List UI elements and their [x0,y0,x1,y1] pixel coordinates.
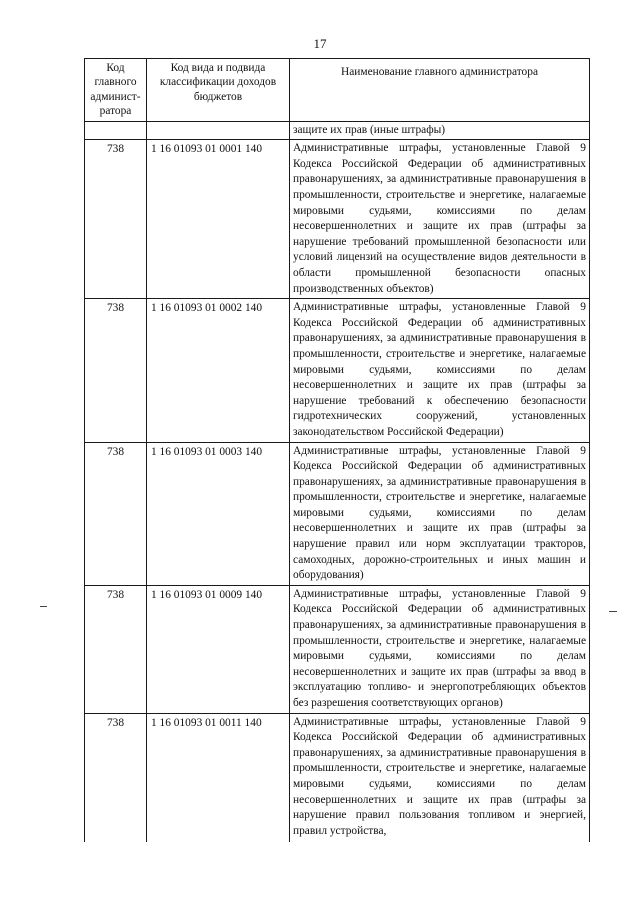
continuation-text: защите их прав (иные штрафы) [290,121,590,140]
header-admin-name: Наименование главного администратора [290,59,590,122]
budget-revenue-table [84,58,590,842]
page-number: 17 [313,36,327,51]
continuation-admin-code-cell [85,121,147,140]
description-cell [290,713,590,842]
admin-code-cell: 738 [85,442,147,585]
classification-code-cell: 1 16 01093 01 0001 140 [147,140,290,299]
admin-code-cell: 738 [85,299,147,442]
classification-code-cell: 1 16 01093 01 0003 140 [147,442,290,585]
right-margin-mark [609,611,617,612]
description-cell: Административные штрафы, установленные Главой 9 Кодекса Российской Федерации об административных правонарушениях, за административные правонарушения в промышленности, строительстве и энергетике, налагаемые мировыми судьями, комиссиями по делам несовершеннолетних и защите их прав (штрафы за нарушение требований промышленной безопасности или условий лицензий на осуществление видов деятельности в области промышленной безопасности опасных производственных объектов) [290,140,590,299]
table-row [85,713,590,842]
left-margin-mark [40,606,47,607]
classification-code-cell: 1 16 01093 01 0009 140 [147,585,290,713]
admin-code-cell: 738 [85,140,147,299]
table-row [85,442,590,585]
classification-code-cell: 1 16 01093 01 0011 140 [147,713,290,842]
description-cell: Административные штрафы, установленные Главой 9 Кодекса Российской Федерации об административных правонарушениях, за административные правонарушения в промышленности, строительстве и энергетике, налагаемые мировыми судьями, комиссиями по делам несовершеннолетних и защите их прав (штрафы за нарушение правил или норм эксплуатации тракторов, самоходных, дорожно-строительных и иных машин и оборудования) [290,442,590,585]
classification-code-cell: 1 16 01093 01 0002 140 [147,299,290,442]
continuation-row [85,121,590,140]
continuation-classification-cell [147,121,290,140]
table-row [85,585,590,713]
admin-code-cell: 738 [85,713,147,842]
header-classification-code: Код вида и подвида классификации доходов бюджетов [147,59,290,122]
description-cell: Административные штрафы, установленные Главой 9 Кодекса Российской Федерации об административных правонарушениях, за административные правонарушения в промышленности, строительстве и энергетике, налагаемые мировыми судьями, комиссиями по делам несовершеннолетних и защите их прав (штрафы за нарушение требований к обеспечению безопасности гидротехнических сооружений, установленных законодательством Российской Федерации) [290,299,590,442]
table-header-row [85,59,590,122]
table-row [85,299,590,442]
description-cell: Административные штрафы, установленные Главой 9 Кодекса Российской Федерации об административных правонарушениях, за административные правонарушения в промышленности, строительстве и энергетике, налагаемые мировыми судьями, комиссиями по делам несовершеннолетних и защите их прав (штрафы за ввод в эксплуатацию топливо- и энергопотребляющих объектов без разрешения соответствующих органов) [290,585,590,713]
table-row [85,140,590,299]
header-admin-code: Код главного админист-ратора [85,59,147,122]
description-text: Административные штрафы, установленные Главой 9 Кодекса Российской Федерации об административных правонарушениях, за административные правонарушения в промышленности, строительстве и энергетике, налагаемые мировыми судьями, комиссиями по делам несовершеннолетних и защите их прав (штрафы за нарушение правил пользования топливом и энергией, правил устройства, [293,715,586,837]
admin-code-cell: 738 [85,585,147,713]
